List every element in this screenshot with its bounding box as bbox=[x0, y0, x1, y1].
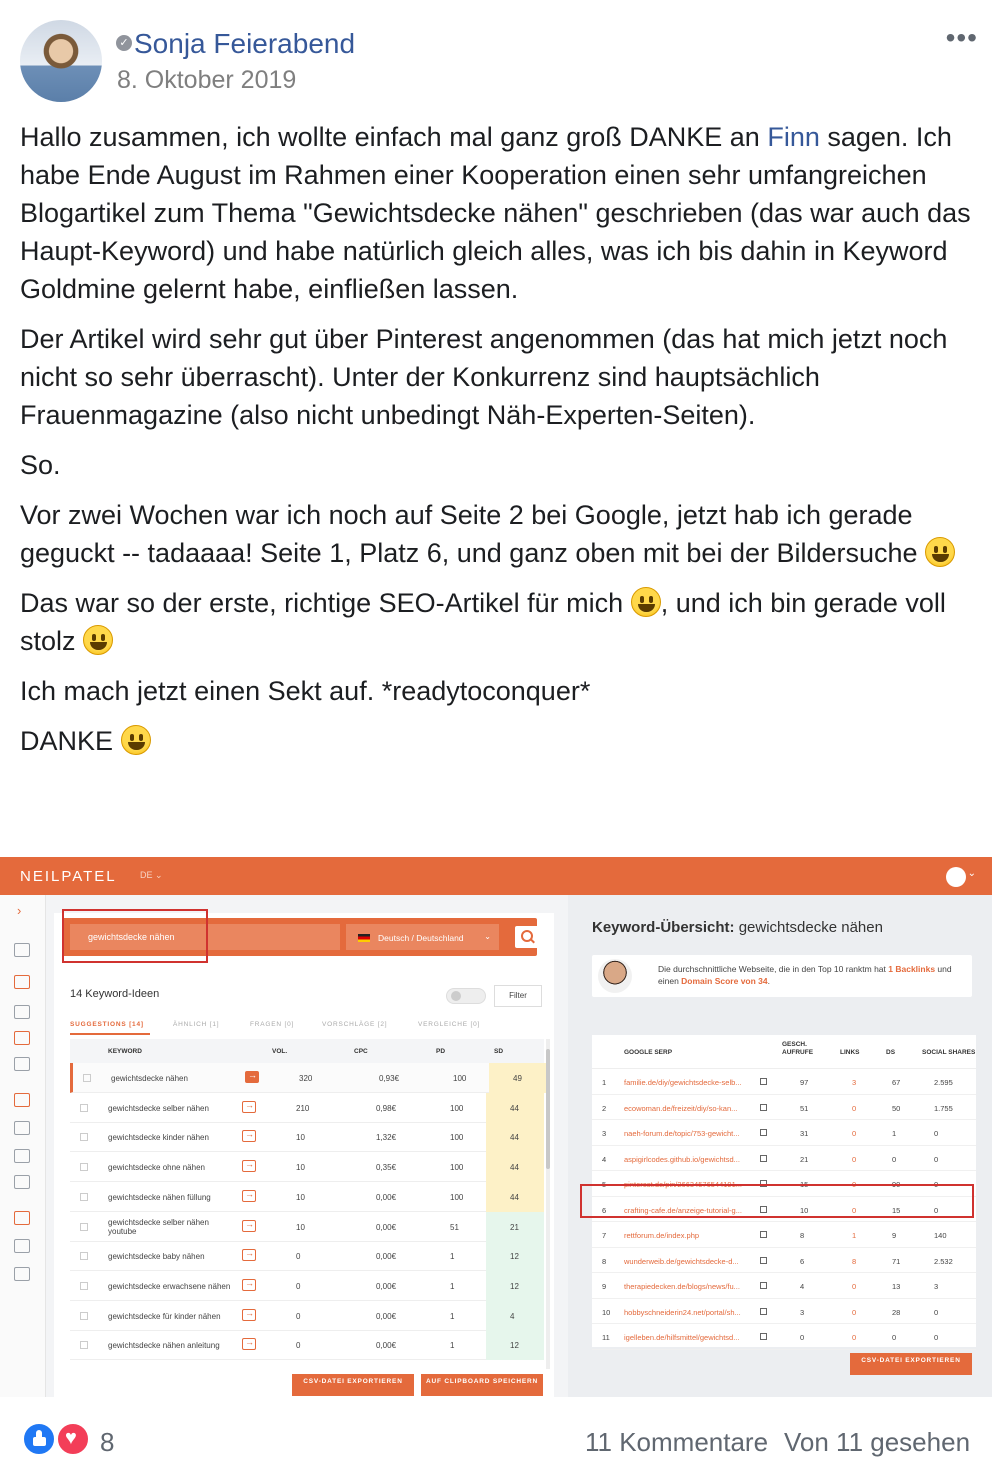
clipboard-button: AUF CLIPBOARD SPEICHERN bbox=[421, 1374, 543, 1396]
rank-cell: 2 bbox=[602, 1103, 607, 1113]
row-checkbox bbox=[80, 1223, 88, 1231]
sd-cell: 44 bbox=[510, 1163, 519, 1173]
keyword-row bbox=[70, 1093, 544, 1123]
chart-icon bbox=[14, 1005, 30, 1019]
links-cell: 8 bbox=[852, 1256, 857, 1266]
paragraph: Ich mach jetzt einen Sekt auf. *readytoconquer* bbox=[20, 676, 591, 706]
chevron-down-icon: ⌄ bbox=[484, 932, 491, 941]
cpc-cell: 0,93€ bbox=[379, 1074, 400, 1083]
tab-similar: ÄHNLICH [1] bbox=[173, 1021, 220, 1028]
row-checkbox bbox=[80, 1341, 88, 1349]
sd-cell: 44 bbox=[510, 1103, 519, 1113]
row-checkbox bbox=[80, 1252, 88, 1260]
keyword-table-header: KEYWORD VOL. CPC PD SD bbox=[70, 1039, 544, 1063]
keyword-row bbox=[70, 1063, 544, 1093]
open-keyword-icon bbox=[242, 1309, 256, 1321]
row-checkbox bbox=[80, 1282, 88, 1290]
volume-cell: 320 bbox=[299, 1074, 313, 1083]
url-cell: pinterest.de/pin/26634576544191... bbox=[624, 1180, 743, 1189]
rank-cell: 4 bbox=[602, 1154, 607, 1164]
users-icon bbox=[14, 1093, 30, 1107]
serp-row bbox=[592, 1146, 976, 1172]
paragraph: Vor zwei Wochen war ich noch auf Seite 2 bei Google, jetzt hab ich gerade geguckt -- tadaaaa! Seite 1, Platz 6, und ganz oben mit bei der Bildersuche bbox=[20, 496, 980, 572]
chevron-right-icon: › bbox=[17, 903, 22, 918]
rank-cell: 11 bbox=[602, 1333, 610, 1342]
shares-cell: 1.755 bbox=[934, 1103, 953, 1113]
ds-cell: 9 bbox=[892, 1231, 897, 1240]
pd-cell: 100 bbox=[450, 1192, 464, 1202]
volume-cell: 10 bbox=[296, 1133, 305, 1143]
language-switch: DE ⌄ bbox=[140, 870, 163, 880]
shares-cell: 0 bbox=[934, 1333, 939, 1342]
links-cell: 0 bbox=[852, 1205, 857, 1215]
rank-icon bbox=[14, 1211, 30, 1225]
search-input: gewichtsdecke nähen bbox=[70, 924, 340, 950]
keyword-row bbox=[70, 1212, 544, 1242]
cpc-cell: 0,00€ bbox=[376, 1252, 397, 1262]
serp-row bbox=[592, 1120, 976, 1146]
row-checkbox bbox=[80, 1193, 88, 1201]
keyword-row bbox=[70, 1122, 544, 1152]
dashboard-icon bbox=[14, 943, 30, 957]
open-keyword-icon bbox=[242, 1249, 256, 1261]
visits-cell: 10 bbox=[800, 1205, 809, 1215]
external-link-icon bbox=[760, 1078, 767, 1085]
open-keyword-icon bbox=[242, 1279, 256, 1291]
keyword-cell: gewichtsdecke kinder nähen bbox=[108, 1133, 209, 1143]
info-text: Die durchschnittliche Webseite, die in den Top 10 ranktm hat 1 Backlinks und einen Domain Score von 34. bbox=[658, 964, 952, 986]
open-keyword-icon bbox=[242, 1160, 256, 1172]
visits-cell: 31 bbox=[800, 1129, 809, 1138]
german-flag-icon bbox=[358, 934, 370, 942]
url-cell: naeh-forum.de/topic/753-gewicht... bbox=[624, 1129, 740, 1138]
open-keyword-icon bbox=[242, 1101, 256, 1113]
keyword-cell: gewichtsdecke nähen anleitung bbox=[108, 1341, 220, 1351]
links-cell: 0 bbox=[852, 1129, 857, 1138]
pd-cell: 51 bbox=[450, 1222, 459, 1232]
keyword-count: 14 Keyword-Ideen bbox=[70, 988, 160, 1000]
grinning-emoji-icon bbox=[121, 725, 151, 755]
visits-cell: 97 bbox=[800, 1078, 809, 1087]
keyword-row bbox=[70, 1271, 544, 1301]
cpc-cell: 0,35€ bbox=[376, 1163, 397, 1173]
sd-cell: 49 bbox=[513, 1074, 522, 1083]
rank-cell: 3 bbox=[602, 1129, 607, 1138]
shares-cell: 2.532 bbox=[934, 1256, 953, 1266]
audit-icon bbox=[14, 1121, 30, 1135]
keyword-ideas-icon bbox=[14, 1031, 30, 1045]
pd-cell: 1 bbox=[450, 1341, 455, 1351]
volume-cell: 210 bbox=[296, 1103, 310, 1113]
ds-cell: 67 bbox=[892, 1078, 901, 1087]
ds-cell: 28 bbox=[892, 1307, 901, 1317]
more-options-icon[interactable]: ••• bbox=[945, 22, 978, 53]
csv-export-button: CSV-DATEI EXPORTIEREN bbox=[292, 1374, 414, 1396]
love-reaction-icon[interactable] bbox=[56, 1422, 90, 1456]
volume-cell: 10 bbox=[296, 1222, 305, 1232]
ds-cell: 0 bbox=[892, 1333, 897, 1342]
cpc-cell: 0,98€ bbox=[376, 1103, 397, 1113]
tab-underline bbox=[70, 1033, 150, 1035]
links-cell: 0 bbox=[852, 1333, 857, 1342]
keyword-row bbox=[70, 1152, 544, 1182]
search-icon bbox=[515, 926, 539, 948]
pd-cell: 1 bbox=[450, 1281, 455, 1291]
grinning-emoji-icon bbox=[631, 587, 661, 617]
paragraph: DANKE bbox=[20, 722, 980, 760]
url-cell: familie.de/diy/gewichtsdecke-selb... bbox=[624, 1078, 742, 1087]
paragraph: Hallo zusammen, ich wollte einfach mal ganz groß DANKE an Finn sagen. Ich habe Ende August im Rahmen einer Kooperation einen sehr umfangreichen Blogartikel zum Thema "Gewichtsdecke nähen" geschrieben (das war auch das Haupt-Keyword) und habe natürlich gleich alles, was ich bis dahin in Keyword Goldmine gelernt habe, einfließen lassen. bbox=[20, 122, 971, 304]
rank-cell: 10 bbox=[602, 1307, 611, 1317]
external-link-icon bbox=[760, 1257, 767, 1264]
paragraph: So. bbox=[20, 450, 61, 480]
shares-cell: 0 bbox=[934, 1205, 939, 1215]
sd-cell: 44 bbox=[510, 1133, 519, 1143]
open-keyword-icon bbox=[242, 1220, 256, 1232]
sd-highlight bbox=[486, 1301, 544, 1331]
url-cell: aspigirlcodes.github.io/gewichtsd... bbox=[624, 1154, 740, 1164]
keyword-cell: gewichtsdecke selber nähen youtube bbox=[108, 1217, 209, 1236]
open-keyword-icon bbox=[242, 1338, 256, 1350]
author-name[interactable] bbox=[116, 28, 355, 60]
post-date[interactable]: 8. Oktober 2019 bbox=[117, 66, 297, 94]
advisor-avatar bbox=[598, 959, 632, 993]
keyword-ideas-panel bbox=[54, 913, 554, 1397]
seen-count[interactable]: Von 11 gesehen bbox=[784, 1427, 971, 1457]
cpc-cell: 0,00€ bbox=[376, 1222, 397, 1232]
keyword-cell: gewichtsdecke nähen bbox=[111, 1074, 188, 1083]
serp-table-header: GOOGLE SERP GESCH. AUFRUFE LINKS DS SOCIAL SHARES bbox=[592, 1035, 976, 1069]
links-cell: 0 bbox=[852, 1307, 857, 1317]
pd-cell: 1 bbox=[450, 1311, 455, 1321]
overview-title: Keyword-Übersicht: gewichtsdecke nähen bbox=[592, 919, 883, 936]
paragraph: Der Artikel wird sehr gut über Pinterest angenommen (das hat mich jetzt noch nicht so sehr überrascht). Unter der Konkurrenz sind hauptsächlich Frauenmagazine (also nicht unbedingt Näh-Experten-Seiten). bbox=[20, 324, 948, 430]
visits-cell: 4 bbox=[800, 1282, 805, 1291]
rank-cell: 5 bbox=[602, 1180, 607, 1189]
tab-proposals: VORSCHLÄGE [2] bbox=[322, 1021, 388, 1028]
visits-cell: 51 bbox=[800, 1103, 809, 1113]
shares-cell: 140 bbox=[934, 1231, 947, 1240]
like-reaction-icon[interactable] bbox=[22, 1422, 56, 1456]
keyword-cell: gewichtsdecke selber nähen bbox=[108, 1103, 209, 1113]
serp-row bbox=[592, 1095, 976, 1121]
volume-cell: 0 bbox=[296, 1311, 301, 1321]
backlinks-icon bbox=[14, 1175, 30, 1189]
shares-cell: 3 bbox=[934, 1282, 939, 1291]
attached-screenshot[interactable] bbox=[0, 857, 992, 1397]
keyword-row bbox=[70, 1330, 544, 1360]
grinning-emoji-icon bbox=[925, 537, 955, 567]
tab-questions: FRAGEN [0] bbox=[250, 1021, 295, 1028]
shares-cell: 0 bbox=[934, 1129, 939, 1138]
volume-cell: 0 bbox=[296, 1341, 301, 1351]
keyword-cell: gewichtsdecke nähen füllung bbox=[108, 1192, 211, 1202]
volume-cell: 10 bbox=[296, 1192, 305, 1202]
rank-cell: 1 bbox=[602, 1078, 607, 1087]
sd-cell: 4 bbox=[510, 1311, 515, 1321]
filter-button: Filter bbox=[494, 985, 542, 1007]
info-box bbox=[592, 955, 972, 997]
url-cell: wunderweib.de/gewichtsdecke-d... bbox=[624, 1256, 739, 1266]
paragraph: Das war so der erste, richtige SEO-Artikel für mich , und ich bin gerade voll stolz bbox=[20, 588, 946, 656]
content-icon bbox=[14, 1057, 30, 1071]
external-link-icon bbox=[760, 1308, 767, 1315]
external-link-icon bbox=[760, 1129, 767, 1136]
url-cell: crafting-cafe.de/anzeige-tutorial-g... bbox=[624, 1205, 742, 1215]
serp-row bbox=[592, 1324, 976, 1350]
url-cell: ecowoman.de/freizeit/diy/so-kan... bbox=[624, 1103, 738, 1113]
ds-cell: 1 bbox=[892, 1129, 897, 1138]
row-checkbox bbox=[80, 1163, 88, 1171]
visits-cell: 3 bbox=[800, 1307, 805, 1317]
ds-cell: 71 bbox=[892, 1256, 901, 1266]
shares-cell: 0 bbox=[934, 1154, 939, 1164]
rank-cell: 8 bbox=[602, 1256, 607, 1266]
shares-cell: 0 bbox=[934, 1180, 939, 1189]
external-link-icon bbox=[760, 1155, 767, 1162]
status-icon: ✓ bbox=[116, 35, 132, 51]
serp-row bbox=[592, 1273, 976, 1299]
mention-link[interactable]: Finn bbox=[767, 122, 820, 152]
visits-cell: 15 bbox=[800, 1180, 809, 1189]
serp-csv-export-button: CSV-DATEI EXPORTIEREN bbox=[850, 1353, 972, 1375]
visits-cell: 0 bbox=[800, 1333, 805, 1342]
tab-comparisons: VERGLEICHE [0] bbox=[418, 1021, 481, 1028]
row-checkbox bbox=[83, 1074, 91, 1082]
url-cell: therapiedecken.de/blogs/news/fu... bbox=[624, 1282, 740, 1291]
row-checkbox bbox=[80, 1104, 88, 1112]
keyword-cell: gewichtsdecke ohne nähen bbox=[108, 1163, 205, 1173]
pd-cell: 100 bbox=[453, 1074, 467, 1083]
keyword-cell: gewichtsdecke erwachsene nähen bbox=[108, 1281, 231, 1291]
row-checkbox bbox=[80, 1133, 88, 1141]
open-keyword-icon bbox=[242, 1190, 256, 1202]
keyword-overview-panel bbox=[568, 895, 992, 1397]
links-cell: 0 bbox=[852, 1180, 857, 1189]
open-keyword-icon bbox=[242, 1130, 256, 1142]
sd-cell: 12 bbox=[510, 1341, 519, 1351]
ds-cell: 50 bbox=[892, 1103, 901, 1113]
language-select: Deutsch / Deutschland ⌄ bbox=[346, 924, 499, 950]
serp-row bbox=[592, 1222, 976, 1248]
open-keyword-icon bbox=[245, 1071, 259, 1083]
pd-cell: 100 bbox=[450, 1103, 464, 1113]
shares-cell: 0 bbox=[934, 1307, 939, 1317]
keyword-cell: gewichtsdecke für kinder nähen bbox=[108, 1311, 221, 1321]
external-link-icon bbox=[760, 1282, 767, 1289]
links-cell: 3 bbox=[852, 1078, 857, 1087]
chevron-down-icon: ⌄ bbox=[967, 868, 976, 879]
volume-cell: 0 bbox=[296, 1281, 301, 1291]
scrollbar bbox=[546, 1039, 550, 1369]
sd-cell: 21 bbox=[510, 1222, 519, 1232]
rank-cell: 7 bbox=[602, 1231, 607, 1240]
pd-cell: 1 bbox=[450, 1252, 455, 1262]
avatar[interactable] bbox=[20, 20, 102, 102]
ds-cell: 90 bbox=[892, 1180, 901, 1189]
keyword-row bbox=[70, 1301, 544, 1331]
tab-suggestions: SUGGESTIONS [14] bbox=[70, 1021, 144, 1028]
highlight-box bbox=[580, 1184, 974, 1218]
row-checkbox bbox=[80, 1312, 88, 1320]
calendar-icon bbox=[14, 1149, 30, 1163]
author-label[interactable]: Sonja Feierabend bbox=[134, 28, 356, 59]
user-avatar-icon bbox=[946, 867, 966, 887]
volume-cell: 0 bbox=[296, 1252, 301, 1262]
rank-cell: 9 bbox=[602, 1282, 607, 1291]
external-link-icon bbox=[760, 1104, 767, 1111]
app-topbar bbox=[0, 857, 992, 895]
keyword-row bbox=[70, 1182, 544, 1212]
visits-cell: 8 bbox=[800, 1231, 805, 1240]
keyword-row bbox=[70, 1241, 544, 1271]
ds-cell: 0 bbox=[892, 1154, 897, 1164]
ds-cell: 13 bbox=[892, 1282, 901, 1291]
links-cell: 1 bbox=[852, 1231, 857, 1240]
links-cell: 0 bbox=[852, 1154, 857, 1164]
cpc-cell: 1,32€ bbox=[376, 1133, 397, 1143]
cpc-cell: 0,00€ bbox=[376, 1281, 397, 1291]
reaction-count[interactable]: 8 bbox=[100, 1427, 115, 1457]
pd-cell: 100 bbox=[450, 1133, 464, 1143]
cpc-cell: 0,00€ bbox=[376, 1341, 397, 1351]
visits-cell: 6 bbox=[800, 1256, 805, 1266]
highlight-box bbox=[62, 909, 208, 963]
url-cell: rettforum.de/index.php bbox=[624, 1231, 700, 1240]
brand-logo: NEILPATEL bbox=[20, 868, 117, 885]
filter-toggle bbox=[446, 988, 486, 1004]
links-cell: 0 bbox=[852, 1282, 857, 1291]
volume-cell: 10 bbox=[296, 1163, 305, 1173]
sd-cell: 12 bbox=[510, 1252, 519, 1262]
serp-row bbox=[592, 1069, 976, 1095]
sd-cell: 44 bbox=[510, 1192, 519, 1202]
post-body bbox=[20, 118, 980, 772]
cpc-cell: 0,00€ bbox=[376, 1311, 397, 1321]
rank-cell: 6 bbox=[602, 1205, 607, 1215]
serp-row bbox=[592, 1248, 976, 1274]
keyword-cell: gewichtsdecke baby nähen bbox=[108, 1252, 205, 1262]
visits-cell: 21 bbox=[800, 1154, 809, 1164]
overview-icon bbox=[14, 975, 30, 989]
url-cell: igelleben.de/hilfsmittel/gewichtsd... bbox=[624, 1333, 740, 1342]
url-cell: hobbyschneiderin24.net/portal/sh... bbox=[624, 1307, 741, 1317]
ds-cell: 15 bbox=[892, 1205, 901, 1215]
extension-icon bbox=[14, 1267, 30, 1281]
external-link-icon bbox=[760, 1231, 767, 1238]
sd-cell: 12 bbox=[510, 1281, 519, 1291]
comments-link[interactable]: 11 Kommentare bbox=[585, 1427, 769, 1457]
serp-row bbox=[592, 1299, 976, 1325]
external-link-icon bbox=[760, 1333, 767, 1340]
list-icon bbox=[14, 1239, 30, 1253]
links-cell: 0 bbox=[852, 1103, 857, 1113]
sidebar bbox=[0, 895, 46, 1397]
grinning-emoji-icon bbox=[83, 625, 113, 655]
shares-cell: 2.595 bbox=[934, 1078, 953, 1087]
pd-cell: 100 bbox=[450, 1163, 464, 1173]
cpc-cell: 0,00€ bbox=[376, 1192, 397, 1202]
